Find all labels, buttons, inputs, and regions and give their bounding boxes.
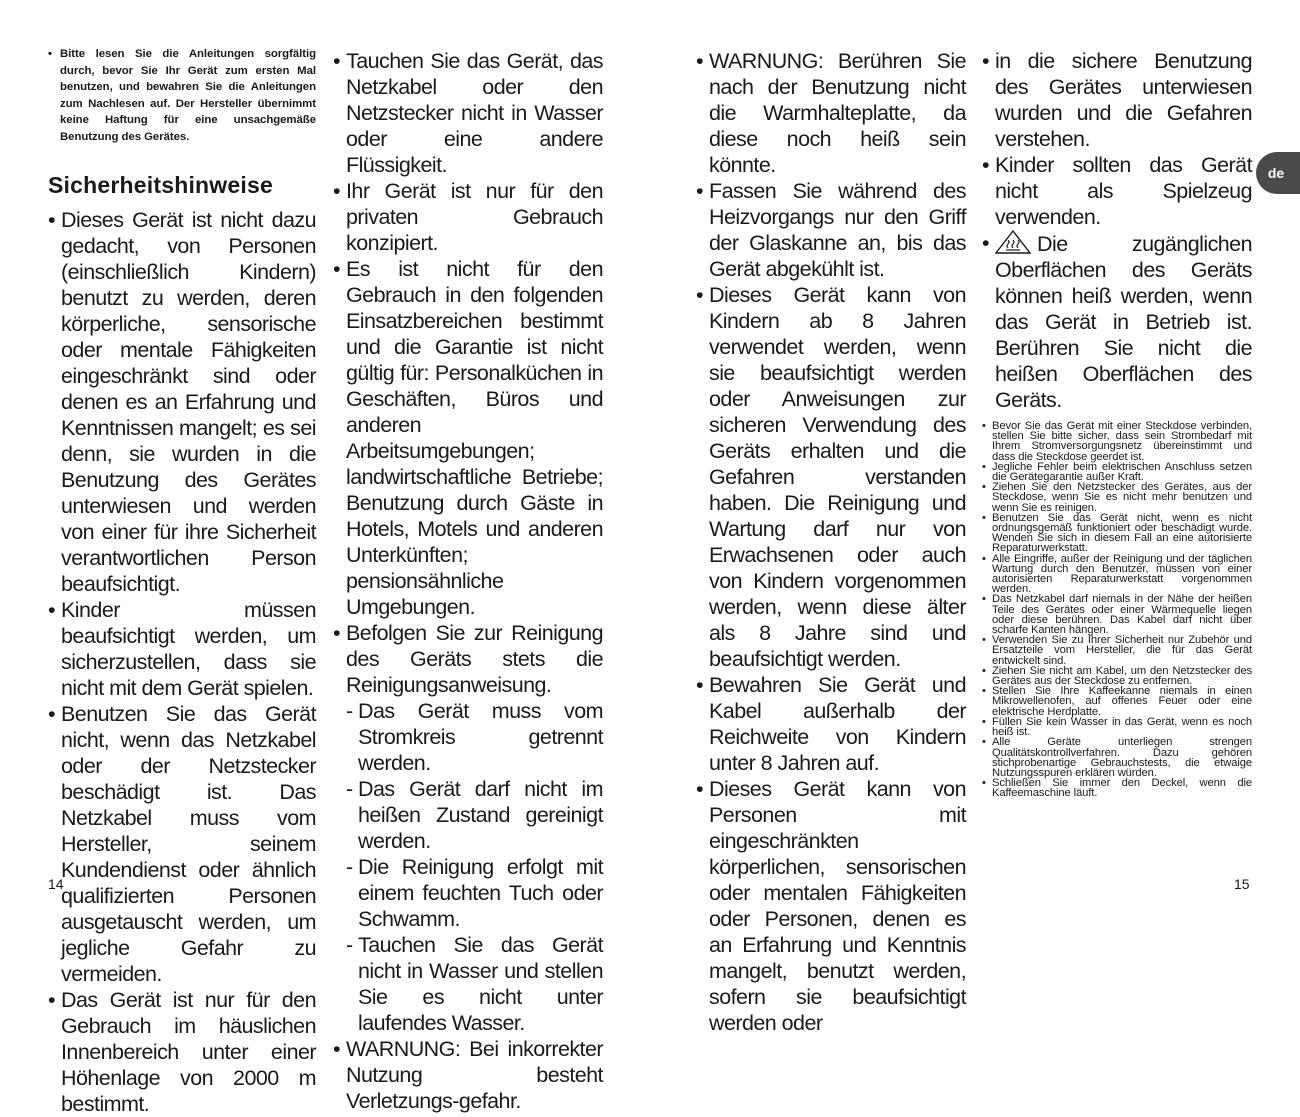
intro-list [48, 46, 316, 146]
list-item: • Kinder müssen beaufsichtigt werden, um sicherzustellen, dass sie nicht mit dem Gerät spielen. [48, 597, 316, 701]
list-item: • Dieses Gerät ist nicht dazu gedacht, von Personen (einschließlich Kindern) benutzt zu werden, deren körperliche, sensorische oder mentale Fähigkeiten eingeschränkt sind oder denen es an Erfahrung und Kenntnissen mangelt; es sei denn, sie wurden in die Benutzung des Gerätes unterwiesen und werden von einer für ihre Sicherheit verantwortlichen Person beaufsichtigt. [48, 207, 316, 597]
continued-text-content: in die sichere Benutzung des Gerätes unterwiesen wurden und die Gefahren verstehen. [995, 49, 1252, 151]
list-item-text: Die zugänglichen Oberflächen des Geräts können heiß werden, wenn das Gerät in Betrieb ist. Berühren Sie nicht die heißen Oberflächen des Geräts. [995, 232, 1252, 412]
left-column-1 [48, 46, 316, 1117]
list-item: • Fassen Sie während des Heizvorgangs nur den Griff der Glaskanne an, bis das Gerät abgekühlt ist. [696, 178, 966, 282]
section-heading: Sicherheitshinweise [48, 171, 273, 198]
left-column-2 [333, 48, 603, 1114]
list-item: • WARNUNG: Bei inkorrekter Nutzung besteht Verletzungs-gefahr. [333, 1036, 603, 1114]
list-item: • Kinder sollten das Gerät nicht als Spielzeug verwenden. [982, 152, 1252, 230]
small-list-item: • Das Netzkabel darf niemals in der Nähe der heißen Teile des Gerätes oder einer Wärmequelle liegen oder diese berühren. Das Kabel darf nicht über scharfe Kanten hängen. [982, 594, 1252, 635]
right-column-2 [982, 48, 1252, 799]
list-item: • WARNUNG: Berühren Sie nach der Benutzung nicht die Warmhalteplatte, da diese noch heiß sein könnte. [696, 48, 966, 178]
col4-list [982, 48, 1252, 413]
col2-list [333, 48, 603, 1114]
sub-list-item: - Das Gerät darf nicht im heißen Zustand gereinigt werden. [346, 776, 603, 854]
list-item: • Es ist nicht für den Gebrauch in den folgenden Einsatzbereichen bestimmt und die Garantie ist nicht gültig für: Personalküchen in Geschäften, Büros und anderen Arbeitsumgebungen; landwirtschaftliche Betriebe; Benutzung durch Gäste in Hotels, Motels und anderen Unterkünften; pensionsähnliche Umgebungen. [333, 256, 603, 620]
sub-list-item: - Tauchen Sie das Gerät nicht in Wasser und stellen Sie es nicht unter laufendes Wasser. [346, 932, 603, 1036]
col1-list [48, 207, 316, 1117]
small-list-item: • Füllen Sie kein Wasser in das Gerät, wenn es noch heiß ist. [982, 717, 1252, 737]
small-list-item: • Jegliche Fehler beim elektrischen Anschluss setzen die Gerätegarantie außer Kraft. [982, 462, 1252, 482]
list-item: • Das Gerät ist nur für den Gebrauch im häuslichen Innenbereich unter einer Höhenlage von 2000 m bestimmt. [48, 987, 316, 1117]
list-item: • Tauchen Sie das Gerät, das Netzkabel oder den Netzstecker nicht in Wasser oder eine andere Flüssigkeit. [333, 48, 603, 178]
small-list-item: • Verwenden Sie zu Ihrer Sicherheit nur Zubehör und Ersatzteile vom Hersteller, die für das Gerät entwickelt sind. [982, 635, 1252, 666]
small-print-list [982, 421, 1252, 799]
small-list-item: • Alle Eingriffe, außer der Reinigung und der täglichen Wartung durch den Benutzer, müssen von einer autorisierten Reparaturwerkstatt vorgenommen werden. [982, 554, 1252, 595]
small-list-item: • Schließen Sie immer den Deckel, wenn die Kaffeemaschine läuft. [982, 778, 1252, 798]
small-list-item: • Ziehen Sie nicht am Kabel, um den Netzstecker des Gerätes aus der Steckdose zu entfernen. [982, 666, 1252, 686]
list-item: • Ihr Gerät ist nur für den privaten Gebrauch konzipiert. [333, 178, 603, 256]
list-item: • Dieses Gerät kann von Personen mit eingeschränkten körperlichen, sensorischen oder mentalen Fähigkeiten oder Personen, denen es an Erfahrung und Kenntnis mangelt, benutzt werden, sofern sie beaufsichtigt werden oder [696, 776, 966, 1036]
list-item: • Dieses Gerät kann von Kindern ab 8 Jahren verwendet werden, wenn sie beaufsichtigt werden oder Anweisungen zur sicheren Verwendung des Geräts erhalten und die Gefahren verstanden haben. Die Reinigung und Wartung darf nur von Erwachsenen oder auch von Kindern vorgenommen werden, wenn diese älter als 8 Jahre sind und beaufsichtigt werden. [696, 282, 966, 672]
continued-text [982, 48, 1252, 152]
small-list-item: • Ziehen Sie den Netzstecker des Gerätes, aus der Steckdose, wenn Sie es nicht mehr benutzen und wenn Sie es reinigen. [982, 482, 1252, 513]
list-item: • Benutzen Sie das Gerät nicht, wenn das Netzkabel oder der Netzstecker beschädigt ist. Das Netzkabel muss vom Hersteller, seinem Kundendienst oder ähnlich qualifizierten Personen ausgetauscht werden, um jegliche Gefahr zu vermeiden. [48, 701, 316, 987]
col3-list [696, 48, 966, 1036]
small-list-item: • Stellen Sie Ihre Kaffeekanne niemals in einen Mikrowellenofen, auf offenes Feuer oder eine elektrische Herdplatte. [982, 686, 1252, 717]
small-list-item: • Bevor Sie das Gerät mit einer Steckdose verbinden, stellen Sie bitte sicher, dass sein Strombedarf mit Ihrem Stromversorgungsnetz übereinstimmt und dass die Steckdose geerdet ist. [982, 421, 1252, 462]
page-number-left: 14 [48, 876, 64, 892]
right-column-1 [696, 48, 966, 1036]
language-tab: de [1256, 152, 1300, 194]
sub-list-item: - Die Reinigung erfolgt mit einem feuchten Tuch oder Schwamm. [346, 854, 603, 932]
small-list-item: • Benutzen Sie das Gerät nicht, wenn es nicht ordnungsgemäß funktioniert oder beschädigt wurde. Wenden Sie sich in diesem Fall an eine autorisierte Reparaturwerkstatt. [982, 513, 1252, 554]
list-item: • Bewahren Sie Gerät und Kabel außerhalb der Reichweite von Kindern unter 8 Jahren auf. [696, 672, 966, 776]
small-list-item: • Alle Geräte unterliegen strengen Qualitätskontrollverfahren. Dazu gehören stichprobenartige Gebrauchstests, die etwaige Nutzungsspuren erklären würden. [982, 737, 1252, 778]
list-item [982, 230, 1252, 413]
sub-list-item: - Das Gerät muss vom Stromkreis getrennt werden. [346, 698, 603, 776]
intro-text: • Bitte lesen Sie die Anleitungen sorgfältig durch, bevor Sie Ihr Gerät zum ersten Mal benutzen, und bewahren Sie die Anleitungen zum Nachlesen auf. Der Hersteller übernimmt keine Haftung für eine unsachgemäße Benutzung des Gerätes. [48, 46, 316, 146]
list-item [333, 620, 603, 1036]
page-number-right: 15 [1234, 876, 1250, 892]
hot-surface-warning-icon [995, 230, 1031, 254]
sub-list [346, 698, 603, 1036]
list-item-text: Befolgen Sie zur Reinigung des Geräts stets die Reinigungsanweisung. [346, 621, 603, 697]
